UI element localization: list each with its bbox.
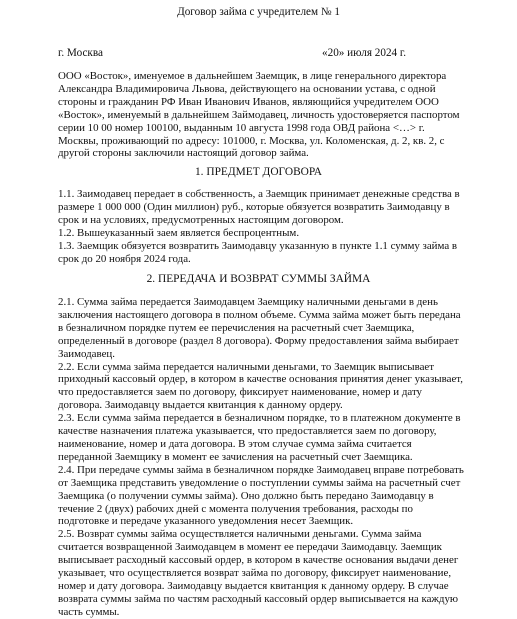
section-2-line: заключения настоящего договора в полном объеме. Сумма займа может быть передана [58,308,461,321]
section-2-line: 2.2. Если сумма займа передается наличными деньгами, то Заемщик выписывает [58,360,435,373]
section-1-line: срок до 20 ноября 2024 года. [58,252,191,265]
section-2-body [58,296,464,619]
section-2-line: 2.3. Если сумма займа передается в безналичном порядке, то в платежном документе в [58,412,461,425]
preamble-line: Александра Владимировича Львова, действующего на основании устава, с одной [58,82,436,95]
preamble-line: ООО «Восток», именуемое в дальнейшем Заемщик, в лице генерального директора [58,70,447,82]
preamble-paragraph [58,70,458,160]
section-2-line: часть суммы. [58,605,120,618]
section-2-line: 2.4. При передаче суммы займа в безналичном порядке Заимодавец вправе потребовать [58,463,464,476]
section-2-line: наименование, номер и дата договора. В этом случае сумма займа считается [58,437,412,450]
section-1-line: размере 1 000 000 (Один миллион) руб., которые обязуется возвратить Заимодавцу в [58,200,450,213]
section-2-line: качестве назначения платежа указывается, что предоставляется заем по договору, [58,425,437,438]
section-2-line: Заимодавец. [58,347,115,360]
section-2-line: Заемщика (о получении суммы займа). Оно должно быть передано Заимодавцу в [58,489,434,502]
section-2-line: подготовке и передаче указанного уведомления несет Заемщик. [58,515,354,528]
section-2-line: выписывает расходный кассовый ордер, в котором в качестве основания выдачи денег [58,554,459,567]
section-1-line: срок и на условиях, предусмотренных настоящим договором. [58,213,344,226]
section-1-line: 1.1. Заимодавец передает в собственность, а Заемщик принимает денежные средства в [58,188,460,200]
section-2-line: от Заемщика представить уведомление о поступлении суммы займа на расчетный счет [58,476,461,489]
section-2-line: переданной Заемщику в момент ее зачисления на расчетный счет Заемщика. [58,450,413,463]
section-1-body [58,188,458,265]
section-2-line: определенный в договоре (раздел 8 договора). Форму предоставления займа выбирает [58,334,459,347]
document-title: Договор займа с учредителем № 1 [177,6,340,18]
section-2-line: считается возвращенной Заимодавцем в момент ее передачи Заимодавцу. Заемщик [58,541,442,554]
section-2-heading: 2. ПЕРЕДАЧА И ВОЗВРАТ СУММЫ ЗАЙМА [146,273,371,285]
section-2-line: что предоставляется заем по договору, фиксирует наименование, номер и дату [58,386,423,399]
section-2-line: 2.5. Возврат суммы займа осуществляется наличными деньгами. Сумма займа [58,528,422,541]
section-2-line: в безналичном порядке путем ее перечисления на расчетный счет Заемщика, [58,321,415,334]
section-2-line: номер и дату договора. Заимодавцу выдается квитанция к данному ордеру. В случае [58,579,449,592]
section-1-heading: 1. ПРЕДМЕТ ДОГОВОРА [194,166,323,178]
section-2-line: 2.1. Сумма займа передается Заимодавцем Заемщику наличными деньгами в день [58,296,438,308]
contract-date: «20» июля 2024 г. [322,47,407,59]
section-2-line: возврата суммы займа по частям расходный кассовый ордер выписывается на каждую [58,592,459,605]
preamble-line: стороны и гражданин РФ Иван Иванович Иванов, являющийся учредителем ООО [58,95,439,108]
section-1-line: 1.3. Заемщик обязуется возвратить Заимодавцу указанную в пункте 1.1 сумму займа в [58,239,458,252]
preamble-line: серии 10 00 номер 100100, выданным 10 августа 1998 года ОВД района <…> г. [58,121,425,134]
section-2-line: приходный кассовый ордер, в котором в качестве основания принятия денег указывает, [58,373,463,386]
preamble-line: другой стороны заключили настоящий договор займа. [58,147,309,160]
section-2-line: течение 2 (двух) рабочих дней с момента получения требования, расходы по [58,502,413,515]
contract-city: г. Москва [58,47,103,59]
section-2-line: договора. Заимодавцу выдается квитанция к данному ордеру. [58,399,343,412]
preamble-line: Москвы, проживающий по адресу: 101000, г. Москва, ул. Коломенская, д. 2, кв. 2, с [58,134,445,147]
section-1-line: 1.2. Вышеуказанный заем является беспроцентным. [58,226,300,239]
preamble-line: «Восток», именуемый в дальнейшем Займодавец, личность удостоверяется паспортом [58,108,460,121]
section-2-line: указывает, что осуществляется возврат займа по договору, фиксирует наименование, [58,567,452,580]
